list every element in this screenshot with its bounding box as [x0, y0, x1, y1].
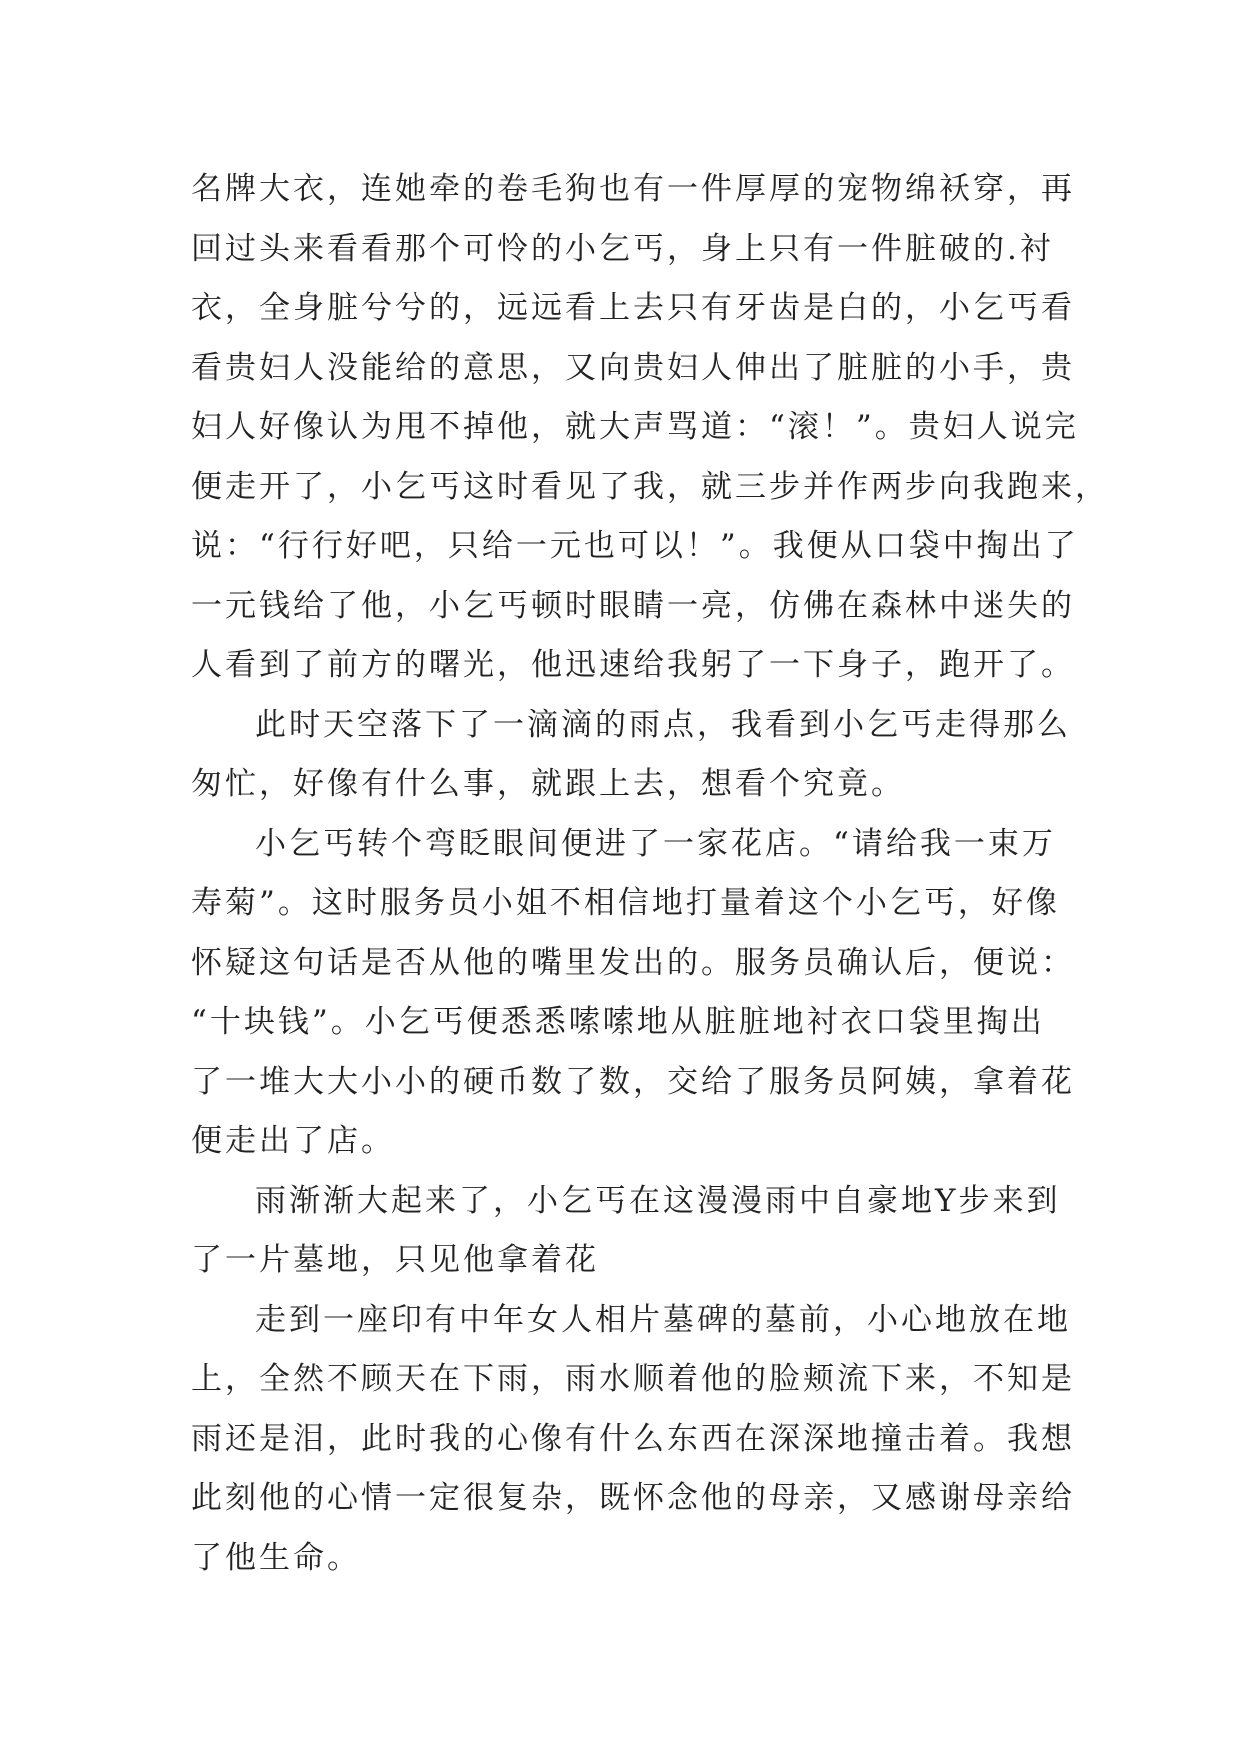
text-line: 一元钱给了他，小乞丐顿时眼睛一亮，仿佛在森林中迷失的: [191, 587, 1075, 624]
paragraph-first-line: 雨渐渐大起来了，小乞丐在这漫漫雨中自豪地Y步来到: [255, 1182, 1061, 1219]
text-line: 寿菊”。这时服务员小姐不相信地打量着这个小乞丐，好像: [191, 885, 1060, 921]
text-line: 了他生命。: [191, 1539, 361, 1576]
text-line: 人看到了前方的曙光，他迅速给我躬了一下身子，跑开了。: [191, 647, 1075, 683]
text-line: 便走开了，小乞丐这时看见了我，就三步并作两步向我跑来，: [191, 468, 1109, 505]
text-line: 雨还是泪，此时我的心像有什么东西在深深地撞击着。我想: [191, 1420, 1075, 1457]
text-line: 匆忙，好像有什么事，就跟上去，想看个究竟。: [191, 766, 905, 802]
paragraph-first-line: 小乞丐转个弯眨眼间便进了一家花店。“请给我一束万: [255, 825, 1056, 862]
text-line: 了一片墓地，只见他拿着花: [191, 1242, 599, 1278]
body-text: [191, 160, 1109, 1588]
text-line: 名牌大衣，连她牵的卷毛狗也有一件厚厚的宠物绵袄穿，再: [191, 171, 1075, 207]
text-line: 便走出了店。: [191, 1123, 395, 1159]
paragraph-first-line: 走到一座印有中年女人相片墓碑的墓前，小心地放在地: [255, 1301, 1071, 1338]
text-line: 看贵妇人没能给的意思，又向贵妇人伸出了脏脏的小手，贵: [191, 349, 1075, 386]
text-line: 了一堆大大小小的硬币数了数，交给了服务员阿姨，拿着花: [191, 1063, 1075, 1100]
text-line: 此刻他的心情一定很复杂，既怀念他的母亲，又感谢母亲给: [191, 1480, 1075, 1516]
text-line: 妇人好像认为甩不掉他，就大声骂道：“滚！”。贵妇人说完: [191, 409, 1079, 445]
paragraph-first-line: 此时天空落下了一滴滴的雨点，我看到小乞丐走得那么: [255, 706, 1071, 743]
text-line: 上，全然不顾天在下雨，雨水顺着他的脸颊流下来，不知是: [191, 1361, 1075, 1397]
text-line: 回过头来看看那个可怜的小乞丐，身上只有一件脏破的.衬: [191, 230, 1054, 267]
text-line: 说：“行行好吧，只给一元也可以！”。我便从口袋中掏出了: [191, 528, 1079, 564]
text-line: 衣，全身脏兮兮的，远远看上去只有牙齿是白的，小乞丐看: [191, 290, 1075, 326]
text-line: “十块钱”。小乞丐便悉悉嗦嗦地从脏脏地衬衣口袋里掏出: [191, 1004, 1045, 1040]
text-line: 怀疑这句话是否从他的嘴里发出的。服务员确认后，便说：: [191, 944, 1075, 981]
